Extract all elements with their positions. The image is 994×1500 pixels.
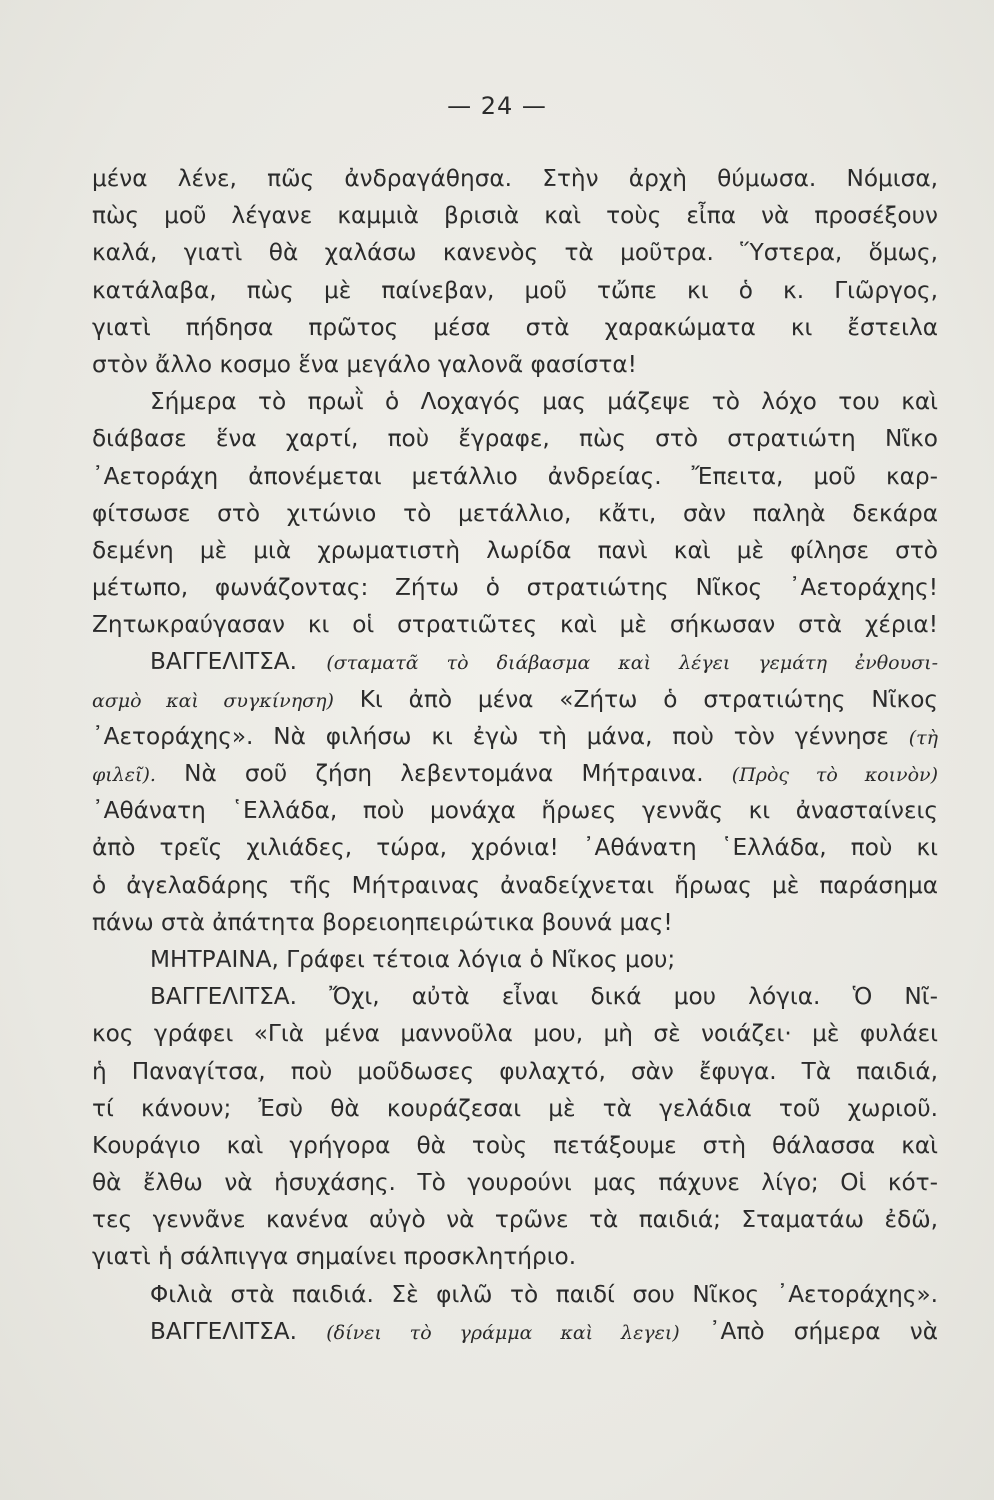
line-text: τες γεννᾶνε κανένα αὐγὸ νὰ τρῶνε τὰ παιδιά; Σταματάω ἐδῶ, xyxy=(92,1206,938,1234)
text-line xyxy=(92,495,938,532)
line-text: Σήμερα τὸ πρωῒ ὁ Λοχαγός μας μάζεψε τὸ λόχο του καὶ xyxy=(150,388,938,416)
line-text: στὸν ἄλλο κοσμο ἕνα μεγάλο γαλονᾶ φασίστα! xyxy=(92,350,637,378)
text-line xyxy=(92,420,938,457)
page-number: — 24 — xyxy=(447,92,547,120)
text-line xyxy=(92,755,938,792)
text-line xyxy=(92,1313,938,1350)
text-line xyxy=(92,1201,938,1238)
line-text: κος γράφει «Γιὰ μένα μαννοῦλα μου, μὴ σὲ νοιάζει· μὲ φυλάει xyxy=(92,1020,938,1048)
body-text xyxy=(92,160,938,1350)
text-line xyxy=(92,718,938,755)
line-text: ΒΑΓΓΕΛΙΤΣΑ. xyxy=(150,648,327,676)
stage-direction: ασμὸ καὶ συγκίνηση) xyxy=(92,689,334,712)
stage-direction: φιλεῖ). xyxy=(92,764,156,786)
line-text: τί κάνουν; Ἐσὺ θὰ κουράζεσαι μὲ τὰ γελάδια τοῦ χωριοῦ. xyxy=(92,1094,938,1122)
text-line xyxy=(92,978,938,1015)
line-text: ΒΑΓΓΕΛΙΤΣΑ. xyxy=(150,1317,327,1345)
text-line xyxy=(92,569,938,606)
line-text: μέτωπο, φωνάζοντας: Ζήτω ὁ στρατιώτης Νῖκος ᾿Αετοράχης! xyxy=(92,574,938,602)
line-text: ἡ Παναγίτσα, ποὺ μοῦδωσες φυλαχτό, σὰν ἔφυγα. Τὰ παιδιά, xyxy=(92,1057,938,1085)
line-text: Κι ἀπὸ μένα «Ζήτω ὁ στρατιώτης Νῖκος xyxy=(333,685,939,713)
stage-direction: (σταματᾶ τὸ διάβασμα καὶ λέγει γεμάτη ἐνθουσι- xyxy=(326,652,938,675)
line-text: ἀπὸ τρεῖς χιλιάδες, τώρα, χρόνια! ᾿Αθάνατη ῾Ελλάδα, ποὺ κι xyxy=(92,834,938,862)
stage-direction: (δίνει τὸ γράμμα καὶ λεγει) xyxy=(326,1321,680,1344)
line-text: κατάλαβα, πὼς μὲ παίνεβαν, μοῦ τὤπε κι ὁ κ. Γιῶργος, xyxy=(92,276,938,304)
text-line xyxy=(92,309,938,346)
text-line xyxy=(92,1127,938,1164)
line-text: ᾿Αετοράχη ἀπονέμεται μετάλλιο ἀνδρείας. Ἔπειτα, μοῦ καρ- xyxy=(92,462,938,490)
text-line xyxy=(92,272,938,309)
text-line xyxy=(92,346,938,383)
line-text: φίτσωσε στὸ χιτώνιο τὸ μετάλλιο, κἄτι, σὰν παληὰ δεκάρα xyxy=(92,499,938,527)
line-text: ᾿Αθάνατη ῾Ελλάδα, ποὺ μονάχα ἥρωες γεννᾶς κι ἀνασταίνεις xyxy=(92,797,938,825)
text-line xyxy=(92,941,938,978)
text-line xyxy=(92,829,938,866)
text-line xyxy=(92,1015,938,1052)
line-text: ΜΗΤΡΑΙΝΑ, Γράφει τέτοια λόγια ὁ Νῖκος μου; xyxy=(150,945,676,973)
text-line xyxy=(92,1090,938,1127)
line-text: ὁ ἀγελαδάρης τῆς Μήτραινας ἀναδείχνεται ἥρωας μὲ παράσημα xyxy=(92,871,938,899)
text-line xyxy=(92,1276,938,1313)
line-text: ᾿Αετοράχης». Νὰ φιλήσω κι ἐγὼ τὴ μάνα, ποὺ τὸν γέννησε xyxy=(92,722,909,750)
line-text: Φιλιὰ στὰ παιδιά. Σὲ φιλῶ τὸ παιδί σου Νῖκος ᾿Αετοράχης». xyxy=(150,1280,938,1308)
line-text: Νὰ σοῦ ζήση λεβεντομάνα Μήτραινα. xyxy=(155,760,732,787)
text-line xyxy=(92,234,938,271)
line-text: καλά, γιατὶ θὰ χαλάσω κανενὸς τὰ μοῦτρα. Ὕστερα, ὅμως, xyxy=(92,239,938,267)
line-text: μένα λένε, πῶς ἀνδραγάθησα. Στὴν ἀρχὴ θύμωσα. Νόμισα, xyxy=(92,165,938,192)
line-text: γιατὶ ἡ σάλπιγγα σημαίνει προσκλητήριο. xyxy=(92,1243,577,1271)
text-line xyxy=(92,1238,938,1275)
line-text: Κουράγιο καὶ γρήγορα θὰ τοὺς πετάξουμε στὴ θάλασσα καὶ xyxy=(92,1131,938,1159)
line-text: δεμένη μὲ μιὰ χρωματιστὴ λωρίδα πανὶ καὶ μὲ φίλησε στὸ xyxy=(92,536,938,564)
line-text: πὼς μοῦ λέγανε καμμιὰ βρισιὰ καὶ τοὺς εἶπα νὰ προσέξουν xyxy=(92,202,938,230)
line-text: πάνω στὰ ἀπάτητα βορειοηπειρώτικα βουνά μας! xyxy=(92,908,673,936)
text-line xyxy=(92,904,938,941)
line-text: ᾿Απὸ σήμερα νὰ xyxy=(679,1317,938,1345)
line-text: ΒΑΓΓΕΛΙΤΣΑ. Ὄχι, αὐτὰ εἶναι δικά μου λόγια. Ὁ Νῖ- xyxy=(150,983,938,1011)
text-line xyxy=(92,643,938,680)
text-line xyxy=(92,1164,938,1201)
line-text: θὰ ἔλθω νὰ ἡσυχάσης. Τὸ γουρούνι μας πάχυνε λίγο; Οἱ κότ- xyxy=(92,1169,938,1197)
text-line xyxy=(92,532,938,569)
text-line xyxy=(92,606,938,643)
text-line xyxy=(92,458,938,495)
line-text: διάβασε ἕνα χαρτί, ποὺ ἔγραφε, πὼς στὸ στρατιώτη Νῖκο xyxy=(92,425,938,453)
stage-direction: (τὴ xyxy=(908,726,938,749)
text-line xyxy=(92,197,938,234)
stage-direction: (Πρὸς τὸ κοινὸν) xyxy=(731,764,939,786)
text-line xyxy=(92,867,938,904)
line-text: γιατὶ πήδησα πρῶτος μέσα στὰ χαρακώματα κι ἔστειλα xyxy=(92,313,938,341)
text-line xyxy=(92,792,938,829)
text-line xyxy=(92,681,938,718)
line-text: Ζητωκραύγασαν κι οἱ στρατιῶτες καὶ μὲ σήκωσαν στὰ χέρια! xyxy=(92,611,938,639)
text-line xyxy=(92,160,938,197)
text-line xyxy=(92,1053,938,1090)
text-line xyxy=(92,383,938,420)
